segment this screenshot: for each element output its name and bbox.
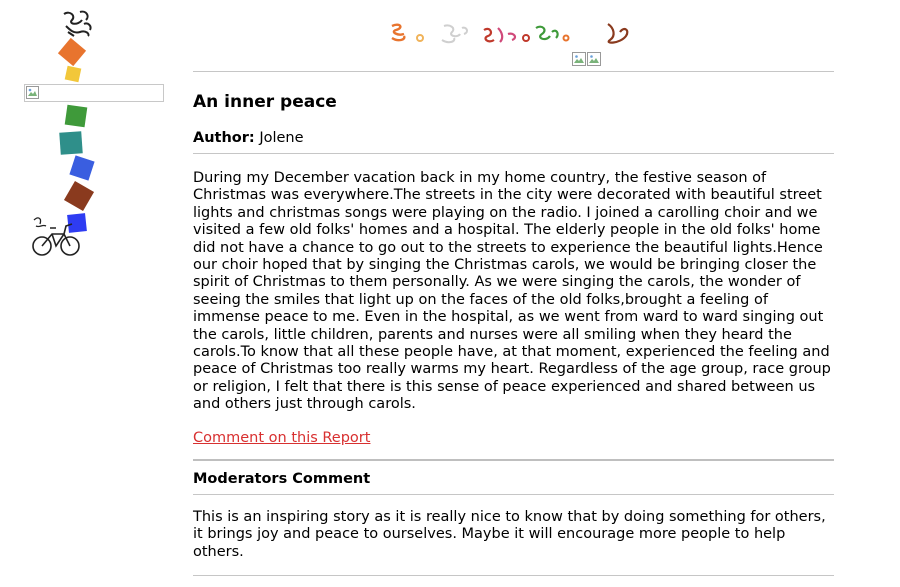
report-story: During my December vacation back in my home country, the festive season of Christmas was everywhere.The streets in the city were decorated with beautiful street lights and christmas songs were playing on the radio. I joined a carolling choir and we visited a few old folks' homes and a hospital. The elderly people in the old folks' home did not have a chance to go out to the streets to experience the beautiful lights.Hence our choir hoped that by singing the Christmas carols, we would be bringing closer the spirit of Christmas to them personally. As we were singing the carols, the wonder of seeing the smiles that light up on the faces of the old folks,brought a feeling of immense peace to me. Even in the hospital, as we went from ward to ward singing out the carols, little children, parents and nurses were all smiling when they heard the carols.To know that all these people have, at that moment, experienced the feeling and peace of Christmas too really warms my heart. Regardless of the age group, race group or religion, I felt that there is this sense of peace experienced and shared between us and others just through carols. [193,170,831,413]
green-square-decor [65,105,88,128]
yellow-square-decor [65,66,82,83]
bicycle-icon [30,214,82,258]
author-label: Author: [193,130,255,146]
divider [193,153,834,154]
brown-square-decor [64,181,94,211]
divider [193,71,834,72]
author-line [193,129,834,147]
nav-image-link[interactable] [24,84,164,102]
comment-on-report-link[interactable]: Comment on this Report [193,429,371,446]
report-title: An inner peace [193,92,337,112]
blue-square-decor [69,155,94,180]
broken-image-icon [26,86,39,99]
teal-square-decor [59,131,82,154]
divider [193,575,834,576]
orange-square-decor [58,38,86,66]
doodle-icon [60,8,94,38]
divider [193,459,834,461]
author-name: Jolene [259,130,304,146]
broken-image-pair [572,52,602,66]
moderator-heading: Moderators Comment [193,470,371,487]
left-decor-column [0,0,180,587]
moderator-comment: This is an inspiring story as it is really nice to know that by doing something for others, it brings joy and peace to ourselves. Maybe it will encourage more people to help others. [193,508,826,560]
site-logo [386,18,638,50]
report-content [193,71,834,576]
divider [193,494,834,495]
